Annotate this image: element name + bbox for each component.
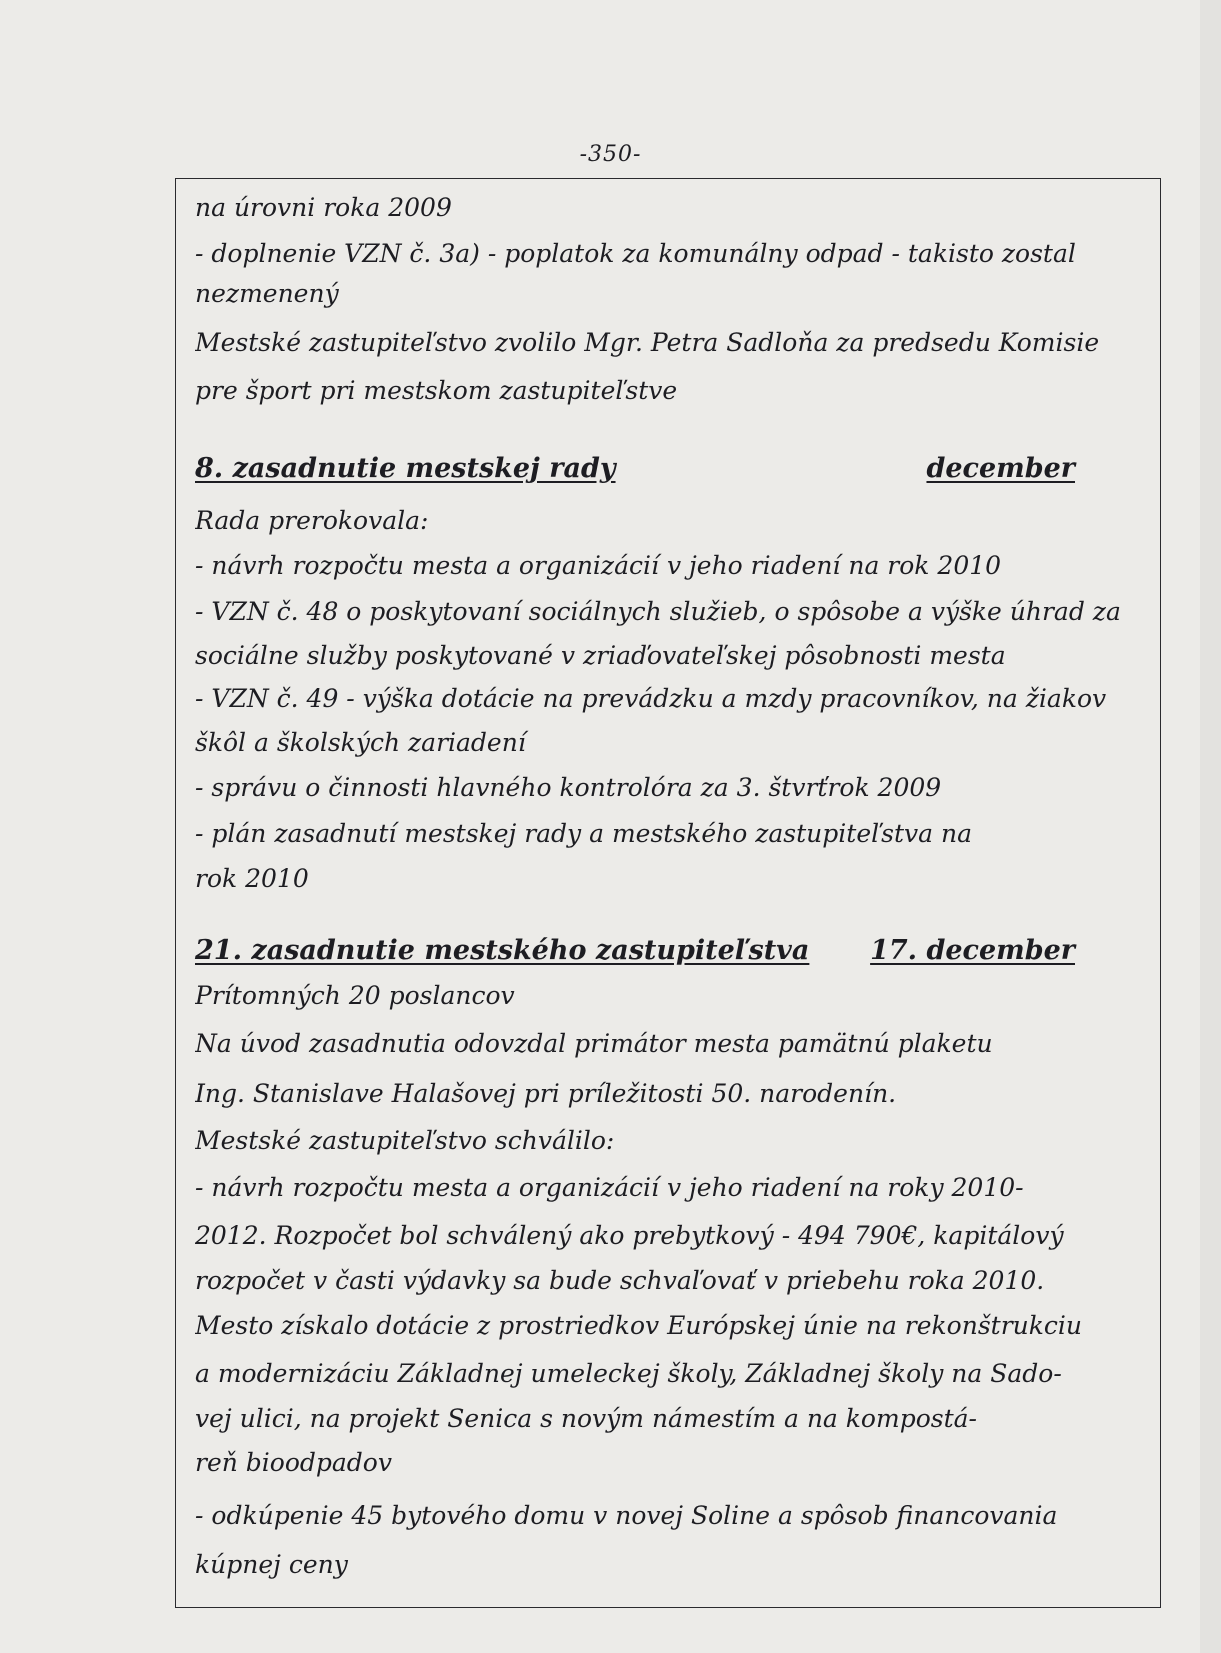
page-edge-shadow [1200, 0, 1221, 1653]
text-line: - návrh rozpočtu mesta a organizácií v jeho riadení na roky 2010- [195, 1173, 1024, 1202]
text-line: Mesto získalo dotácie z prostriedkov Európskej únie na rekonštrukciu [195, 1311, 1083, 1340]
text-line: pre šport pri mestskom zastupiteľstve [195, 376, 678, 405]
text-line: Rada prerokovala: [195, 506, 429, 535]
text-line: nezmenený [195, 279, 339, 308]
text-line: reň bioodpadov [195, 1448, 392, 1477]
text-line: kúpnej ceny [195, 1550, 348, 1579]
text-line: - VZN č. 49 - výška dotácie na prevádzku a mzdy pracovníkov, na žiakov [195, 684, 1107, 713]
section-heading [195, 452, 1075, 486]
text-line: 2012. Rozpočet bol schválený ako prebytkový - 494 790€, kapitálový [195, 1221, 1064, 1250]
page-number: -350- [579, 142, 642, 167]
text-line: - VZN č. 48 o poskytovaní sociálnych služieb, o spôsobe a výške úhrad za [195, 597, 1121, 626]
text-line: rok 2010 [195, 864, 309, 893]
text-line: Mestské zastupiteľstvo schválilo: [195, 1126, 615, 1155]
text-line: - odkúpenie 45 bytového domu v novej Soline a spôsob financovania [195, 1501, 1058, 1530]
text-line: - návrh rozpočtu mesta a organizácií v jeho riadení na rok 2010 [195, 551, 1002, 580]
text-line: - správu o činnosti hlavného kontrolóra za 3. štvrťrok 2009 [195, 773, 942, 802]
section-title: 21. zasadnutie mestského zastupiteľstva [195, 935, 810, 966]
text-line: Mestské zastupiteľstvo zvolilo Mgr. Petra Sadloňa za predsedu Komisie [195, 328, 1100, 357]
text-line: - doplnenie VZN č. 3a) - poplatok za komunálny odpad - takisto zostal [195, 239, 1076, 268]
text-line: Ing. Stanislave Halašovej pri príležitosti 50. narodenín. [195, 1079, 897, 1108]
section-title: 8. zasadnutie mestskej rady [195, 453, 616, 484]
section-date: 17. december [870, 935, 1075, 966]
text-line: škôl a školských zariadení [195, 728, 526, 757]
text-line: a modernizáciu Základnej umeleckej školy, Základnej školy na Sado- [195, 1359, 1062, 1388]
section-date: december [926, 453, 1075, 484]
section-heading [195, 934, 1075, 968]
text-line: sociálne služby poskytované v zriaďovateľskej pôsobnosti mesta [195, 641, 1006, 670]
text-line: Prítomných 20 poslancov [195, 981, 515, 1010]
text-line: rozpočet v časti výdavky sa bude schvaľovať v priebehu roka 2010. [195, 1266, 1045, 1295]
text-line: vej ulici, na projekt Senica s novým námestím a na kompostá- [195, 1404, 977, 1433]
text-line: Na úvod zasadnutia odovzdal primátor mesta pamätnú plaketu [195, 1029, 993, 1058]
text-line: - plán zasadnutí mestskej rady a mestského zastupiteľstva na [195, 819, 972, 848]
text-line: na úrovni roka 2009 [195, 193, 452, 222]
